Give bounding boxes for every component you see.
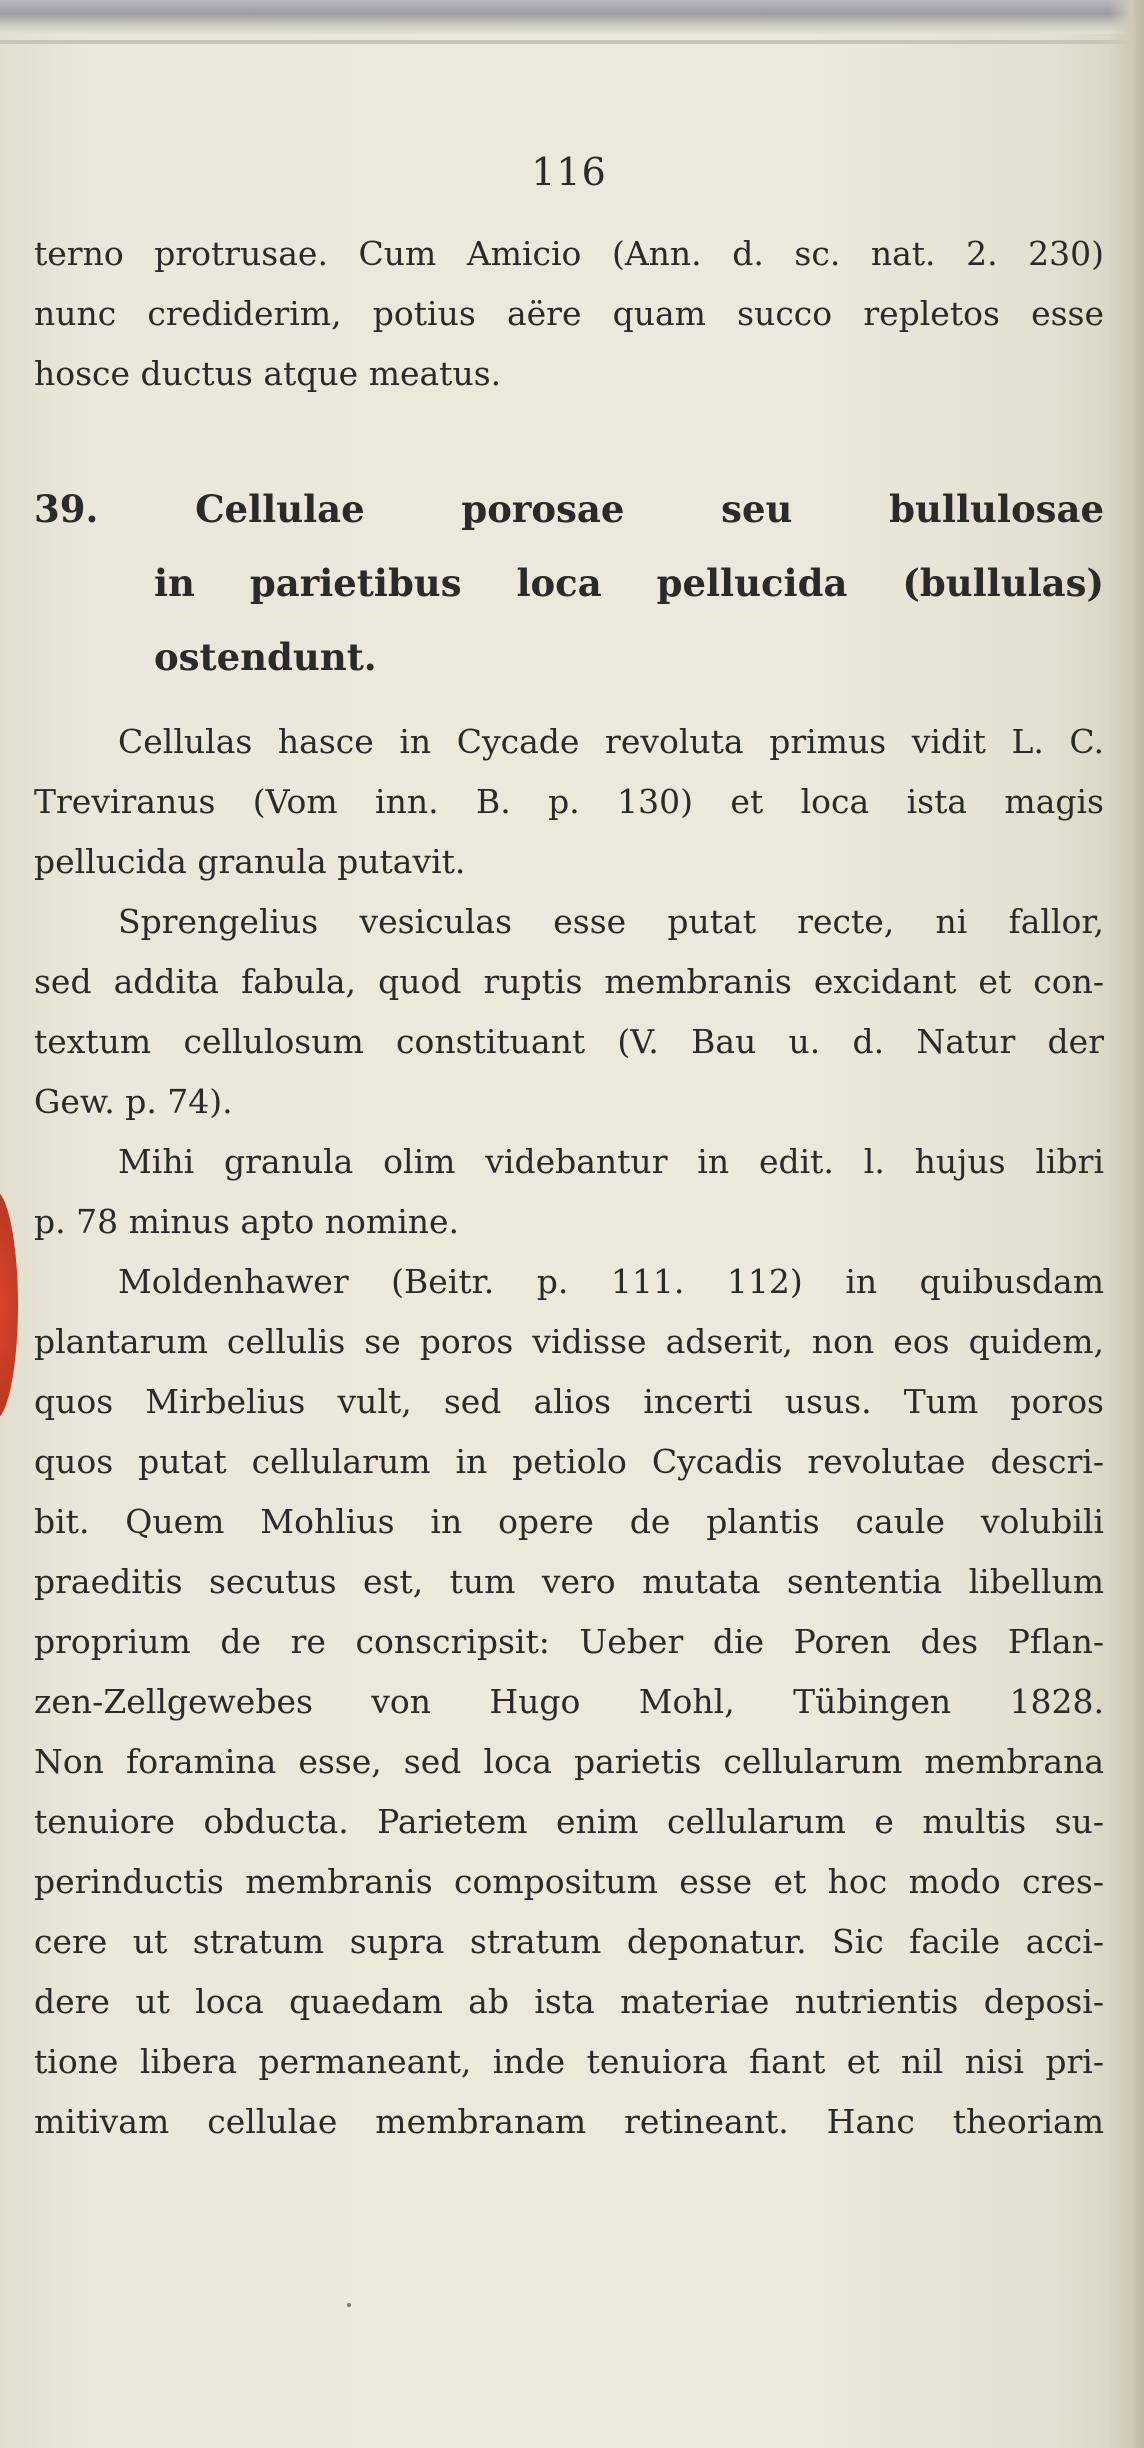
paragraph-treviranus	[34, 712, 1104, 892]
heading-line: ostendunt.	[154, 635, 377, 679]
text-line: Mihi granula olim videbantur in edit. l. hujus libri	[118, 1142, 1104, 1181]
heading-text: Cellulae porosae seu bullulosae	[195, 487, 1104, 531]
text-line: Sprengelius vesiculas esse putat recte, ni fallor,	[118, 902, 1104, 941]
intro-paragraph	[34, 224, 1104, 404]
text-line: tenuiore obducta. Parietem enim cellularum e multis su-	[34, 1802, 1104, 1841]
section-heading	[34, 472, 1104, 694]
text-line: quos putat cellularum in petiolo Cycadis revolutae descri-	[34, 1442, 1104, 1481]
text-line: bit. Quem Mohlius in opere de plantis caule volubili	[34, 1502, 1104, 1541]
page-content	[34, 150, 1104, 2152]
text-line: Gew. p. 74).	[34, 1082, 233, 1121]
paper-speck	[347, 2303, 351, 2307]
text-line: p. 78 minus apto nomine.	[34, 1202, 460, 1241]
page-top-edge	[0, 0, 1144, 34]
paragraph-moldenhawer	[34, 1252, 1104, 2152]
text-line: sed addita fabula, quod ruptis membranis excidant et con-	[34, 962, 1104, 1001]
text-line: perinductis membranis compositum esse et hoc modo cres-	[34, 1862, 1104, 1901]
text-line: nunc crediderim, potius aëre quam succo repletos esse	[34, 294, 1104, 333]
heading-line: in parietibus loca pellucida (bullulas)	[154, 561, 1104, 605]
text-line: terno protrusae. Cum Amicio (Ann. d. sc. nat. 2. 230)	[34, 234, 1104, 273]
text-line: plantarum cellulis se poros vidisse adserit, non eos quidem,	[34, 1322, 1104, 1361]
text-line: pellucida granula putavit.	[34, 842, 466, 881]
red-marker-tab	[0, 1190, 18, 1420]
text-line: tione libera permaneant, inde tenuiora fiant et nil nisi pri-	[34, 2042, 1104, 2081]
text-line: cere ut stratum supra stratum deponatur. Sic facile acci-	[34, 1922, 1104, 1961]
text-line: dere ut loca quaedam ab ista materiae nutrientis deposi-	[34, 1982, 1104, 2021]
section-number: 39.	[34, 487, 99, 531]
heading-line-first	[34, 472, 1104, 546]
text-line: Non foramina esse, sed loca parietis cellularum membrana	[34, 1742, 1104, 1781]
paragraph-sprengelius	[34, 892, 1104, 1132]
page-number: 116	[531, 150, 607, 194]
text-line: zen-Zellgewebes von Hugo Mohl, Tübingen 1828.	[34, 1682, 1104, 1721]
text-line: hosce ductus atque meatus.	[34, 354, 502, 393]
text-line: mitivam cellulae membranam retineant. Hanc theoriam	[34, 2102, 1104, 2141]
page-top-rule	[0, 40, 1144, 44]
text-line: Treviranus (Vom inn. B. p. 130) et loca ista magis	[34, 782, 1104, 821]
text-line: praeditis secutus est, tum vero mutata sententia libellum	[34, 1562, 1104, 1601]
text-line: textum cellulosum constituant (V. Bau u. d. Natur der	[34, 1022, 1104, 1061]
text-line: quos Mirbelius vult, sed alios incerti usus. Tum poros	[34, 1382, 1104, 1421]
paragraph-granula	[34, 1132, 1104, 1252]
page-gutter-shadow	[1110, 0, 1144, 2448]
text-line: proprium de re conscripsit: Ueber die Poren des Pflan-	[34, 1622, 1104, 1661]
text-line: Cellulas hasce in Cycade revoluta primus vidit L. C.	[118, 722, 1104, 761]
text-line: Moldenhawer (Beitr. p. 111. 112) in quibusdam	[118, 1262, 1104, 1301]
